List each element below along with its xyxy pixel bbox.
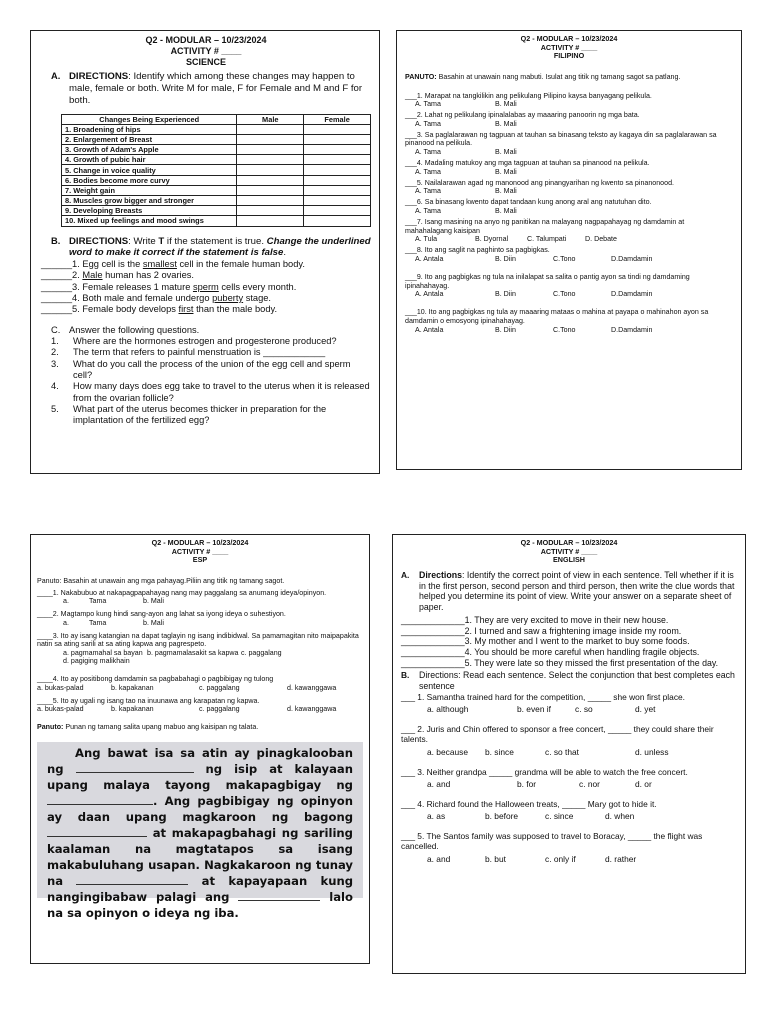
item-text: 4. You should be more careful when handling fragile objects. <box>464 646 700 657</box>
male-answer-cell[interactable] <box>237 155 304 165</box>
change-cell: 10. Mixed up feelings and mood swings <box>62 216 237 226</box>
option[interactable]: c. so <box>575 704 593 715</box>
option[interactable]: A. Tama <box>415 100 441 109</box>
question-text: ____2. Magtampo kung hindi sang-ayon ang lahat sa iyong ideya o suhestiyon. <box>37 610 286 619</box>
option[interactable]: c. since <box>545 811 574 822</box>
list-item <box>405 179 733 196</box>
panuto <box>405 73 733 82</box>
option[interactable]: B. Diin <box>495 325 516 334</box>
option[interactable]: A. Tama <box>415 167 441 176</box>
list-item <box>41 282 371 293</box>
option[interactable]: B. Dyornal <box>475 235 509 244</box>
option[interactable]: C. Talumpati <box>527 235 567 244</box>
table-row <box>62 196 371 206</box>
list-item <box>51 359 371 382</box>
true-false-list <box>41 259 371 316</box>
table-row <box>62 124 371 134</box>
list-item <box>401 647 737 658</box>
female-answer-cell[interactable] <box>304 196 371 206</box>
section-c-instruction: Answer the following questions. <box>69 324 200 335</box>
options <box>405 187 733 195</box>
english-worksheet <box>392 534 746 974</box>
female-answer-cell[interactable] <box>304 165 371 175</box>
question-text: What part of the uterus becomes thicker in preparation for the implantation of the fertilized egg? <box>73 403 327 426</box>
science-section-c <box>41 325 371 336</box>
header-activity: ACTIVITY # ____ <box>170 45 242 56</box>
list-item <box>405 131 733 156</box>
header-quarter: Q2 - MODULAR – 10/23/2024 <box>520 34 618 43</box>
option[interactable]: C.Tono <box>553 325 576 334</box>
question-text: Where are the hormones estrogen and progesterone produced? <box>73 335 337 346</box>
options <box>37 597 363 605</box>
filipino-questions <box>405 92 733 334</box>
options <box>405 290 733 298</box>
male-answer-cell[interactable] <box>237 216 304 226</box>
options <box>405 120 733 128</box>
options <box>401 704 737 714</box>
question-text: How many days does egg take to travel to the uterus when it is released from the ovarian follicle? <box>73 381 370 403</box>
table-row <box>62 145 371 155</box>
question-text: ___10. Ito ang pagbigkas ng tula ay maaaring mataas o mahina at payapa o mahinahon ayon sa damdamin o emosyong ipinahahayag. <box>405 308 709 325</box>
female-answer-cell[interactable] <box>304 175 371 185</box>
change-cell: 3. Growth of Adam's Apple <box>62 145 237 155</box>
option[interactable]: A. Tama <box>415 207 441 216</box>
options <box>37 705 363 713</box>
item-text: human has 2 ovaries. <box>102 270 195 281</box>
header-activity: ACTIVITY # ____ <box>540 42 598 52</box>
question-text: ___7. Isang masining na anyo ng panitikan na malayang nagpapahayag ng damdamin at mahahalagang kaisipan <box>405 218 685 235</box>
male-answer-cell[interactable] <box>237 185 304 195</box>
english-header <box>401 539 737 565</box>
question-text: ____1. Nakabubuo at nakapagpapahayag nang may paggalang sa anumang ideya/opinyon. <box>37 588 327 597</box>
option[interactable]: c. only if <box>545 853 576 864</box>
option[interactable]: d. kawanggawa <box>287 683 337 692</box>
answer-blank[interactable]: ______ <box>41 258 73 269</box>
true-letter: T <box>158 235 165 247</box>
directions-text: Directions: Read each sentence. Select the conjunction that best completes each sentence <box>419 670 735 692</box>
list-item <box>37 697 363 714</box>
paragraph-text: ng isip at kalayaan upang malaya tayong makapagbigay ng <box>47 762 353 793</box>
option[interactable]: A. Tama <box>415 119 441 128</box>
question-text: ____5. Ito ay ugali ng isang tao na inuunawa ang karapatan ng kapwa. <box>37 696 260 705</box>
panuto: Panuto: Basahin at unawain ang mga pahayag.Piliin ang titik ng tamang sagot. <box>37 576 285 585</box>
option[interactable]: a. as <box>427 811 446 822</box>
question-number: 1. <box>51 335 59 346</box>
question-text: What do you call the process of the union of the egg cell and sperm cell? <box>73 358 351 380</box>
question-number: 2. <box>51 347 59 358</box>
option[interactable]: A. Tama <box>415 187 441 196</box>
science-section-b <box>41 236 371 259</box>
list-item <box>401 767 737 789</box>
option[interactable]: A. Antala <box>415 290 444 299</box>
answer-blank[interactable]: _____________ <box>401 636 465 647</box>
question-text: ____4. Ito ay positibong damdamin sa pagbabahagi o pagbibigay ng tulong <box>37 675 274 684</box>
answer-blank[interactable]: _____________ <box>401 625 465 636</box>
list-item <box>401 615 737 626</box>
option[interactable]: A. Tama <box>415 148 441 157</box>
questions-list <box>41 336 371 427</box>
question-text: ___8. Ito ang saglit na paghinto sa pagbigkas. <box>405 246 550 255</box>
question-text: ___5. Nailalarawan agad ng manonood ang pinangyarihan ng kwento sa pinanonood. <box>405 178 674 187</box>
option[interactable]: c. paggalang <box>199 683 240 692</box>
answer-blank[interactable] <box>47 836 147 837</box>
underlined-word: puberty <box>212 292 244 303</box>
changes-table <box>61 114 371 227</box>
underlined-word: sperm <box>192 281 219 292</box>
options <box>401 779 737 789</box>
option[interactable]: b. Mali <box>143 618 164 627</box>
option[interactable]: A. Antala <box>415 254 444 263</box>
directions-end: . <box>283 247 286 259</box>
female-answer-cell[interactable] <box>304 124 371 134</box>
list-item <box>405 159 733 176</box>
question-text: ___6. Sa binasang kwento dapat tandaan kung anong aral ang natutuhan dito. <box>405 198 652 207</box>
english-section-b <box>401 670 737 691</box>
option[interactable]: c. nor <box>579 778 600 789</box>
list-item <box>37 632 363 665</box>
item-text: 3. Female releases 1 mature <box>72 281 193 292</box>
table-header-row <box>62 114 371 124</box>
male-answer-cell[interactable] <box>237 165 304 175</box>
question-text: ___1. Marapat na tangkilikin ang pelikulang Pilipino kaysa banyagang pelikula. <box>405 91 652 100</box>
change-cell: 9. Developing Breasts <box>62 206 237 216</box>
answer-blank[interactable]: _____________ <box>401 614 465 625</box>
list-item <box>37 610 363 627</box>
table-row <box>62 165 371 175</box>
question-number: 4. <box>51 381 59 392</box>
question-text: ___ 2. Juris and Chin offered to sponsor a free concert, _____ they could share their talents. <box>401 724 714 745</box>
option[interactable]: a. <box>63 618 69 627</box>
list-item <box>401 626 737 637</box>
options <box>401 854 737 864</box>
item-text: 2. I turned and saw a frightening image inside my room. <box>464 625 682 636</box>
options <box>405 326 733 334</box>
list-item <box>41 293 371 304</box>
answer-blank[interactable]: ______ <box>41 292 73 303</box>
section-label: C. <box>51 324 61 335</box>
option[interactable]: d. when <box>605 811 635 822</box>
option[interactable]: b. since <box>485 746 514 757</box>
option[interactable]: c. paggalang <box>199 705 240 714</box>
col-header-male: Male <box>237 114 304 124</box>
answer-blank[interactable] <box>76 884 188 885</box>
options <box>405 207 733 215</box>
list-item <box>405 308 733 333</box>
options <box>405 168 733 176</box>
list-item <box>405 246 733 263</box>
question-text: ___ 1. Samantha trained hard for the competition, _____ she won first place. <box>401 691 685 702</box>
header-quarter: Q2 - MODULAR – 10/23/2024 <box>151 538 249 547</box>
option[interactable]: D.Damdamin <box>611 325 653 334</box>
paragraph-text: at makapagbahagi ng sariling kaalaman na magtatapos sa isang makabuluhang usapan. Nagkakaroon ng tunay na <box>47 825 353 888</box>
option[interactable]: Tama <box>89 618 107 627</box>
question-text: The term that refers to painful menstruation is ____________ <box>73 347 326 358</box>
header-subject: ESP <box>192 555 208 565</box>
option[interactable]: a. because <box>427 746 468 757</box>
item-text: stage. <box>243 292 272 303</box>
table-row <box>62 155 371 165</box>
option[interactable]: c. so that <box>545 746 579 757</box>
question-text: ___3. Sa paglalarawan ng tagpuan at tauhan sa binasang teksto ay kagaya din sa paglalarawan sa pinanood na pelikula. <box>405 130 717 148</box>
option[interactable]: B. Mali <box>495 187 517 196</box>
option[interactable]: d. yet <box>635 704 656 715</box>
option[interactable]: b. for <box>517 778 537 789</box>
question-text: ___9. Ito ang pagbigkas ng tula na inilalapat sa salita o pantig ayon sa tindi ng damdaming ipinahahayag. <box>405 272 690 290</box>
item-text: 3. My mother and I went to the market to buy some foods. <box>464 636 690 647</box>
option[interactable]: a. and <box>427 778 451 789</box>
item-text: 1. Egg cell is the <box>72 258 143 269</box>
col-header-female: Female <box>304 114 371 124</box>
list-item <box>51 336 371 347</box>
female-answer-cell[interactable] <box>304 155 371 165</box>
directions-text: : Identify which among these changes may happen to male, female or both. Write M for male, F for Female and M and F for both. <box>69 71 363 106</box>
change-cell: 4. Growth of pubic hair <box>62 155 237 165</box>
science-header <box>41 35 371 67</box>
options <box>401 747 737 757</box>
option[interactable]: b. before <box>485 811 519 822</box>
table-row <box>62 206 371 216</box>
english-section-a <box>401 570 737 613</box>
item-text: 5. They were late so they missed the first presentation of the day. <box>464 657 719 668</box>
female-answer-cell[interactable] <box>304 145 371 155</box>
header-subject: FILIPINO <box>553 51 585 61</box>
option[interactable]: b. kapakanan <box>111 705 154 714</box>
answer-blank[interactable]: ______ <box>41 304 73 315</box>
option[interactable]: B. Mali <box>495 148 517 157</box>
paragraph-text: lalo na sa opinyon o ideya ng iba. <box>47 889 353 920</box>
panuto-label: PANUTO: <box>405 72 437 81</box>
directions-italic: Change the underlined word to make it correct if the statement is false <box>69 235 371 259</box>
paragraph-text: at kapayapaan kung nangingibabaw palagi ang <box>47 873 353 904</box>
answer-blank[interactable]: _____________ <box>401 657 465 668</box>
section-label: B. <box>401 670 410 681</box>
options <box>401 811 737 821</box>
item-text: 4. Both male and female undergo <box>72 292 213 303</box>
panuto-text: Basahin at unawain nang mabuti. Isulat ang titik ng tamang sagot sa patlang. <box>436 72 681 81</box>
option[interactable]: b. Mali <box>143 597 164 606</box>
list-item <box>41 304 371 315</box>
option[interactable]: d. kawanggawa <box>287 705 337 714</box>
options <box>405 100 733 108</box>
list-item <box>51 381 371 404</box>
header-subject: SCIENCE <box>185 56 226 67</box>
option[interactable]: C.Tono <box>553 254 576 263</box>
panuto-text: Punan ng tamang salita upang mabuo ang kaisipan ng talata. <box>63 723 259 732</box>
list-item <box>37 675 363 692</box>
section-label: A. <box>401 569 410 580</box>
change-cell: 6. Bodies become more curvy <box>62 175 237 185</box>
underlined-word: first <box>178 304 194 315</box>
question-text: ___4. Madaling matukoy ang mga tagpuan at tauhan sa pinanood na pelikula. <box>405 159 650 168</box>
options <box>37 619 363 627</box>
option[interactable]: b. even if <box>517 704 551 715</box>
option[interactable]: a. although <box>427 704 469 715</box>
female-answer-cell[interactable] <box>304 134 371 144</box>
item-text: 5. Female body develops <box>72 304 179 315</box>
directions-title: Directions <box>419 569 463 580</box>
col-header-changes: Changes Being Experienced <box>62 114 237 124</box>
filipino-header <box>405 35 733 61</box>
question-text: ___2. Lahat ng pelikulang ipinalalabas ay maaaring panoorin ng mga bata. <box>405 111 640 120</box>
underlined-word: Male <box>82 270 103 281</box>
list-item <box>405 273 733 298</box>
question-number: 3. <box>51 358 59 369</box>
header-activity: ACTIVITY # ____ <box>540 546 598 556</box>
item-text: 2. <box>72 270 83 281</box>
option[interactable]: b. pagmamalasakit sa kapwa <box>147 649 239 658</box>
option[interactable]: B. Mali <box>495 167 517 176</box>
directions-title: DIRECTIONS <box>69 71 129 83</box>
directions-text: if the statement is true. <box>164 235 267 247</box>
female-answer-cell[interactable] <box>304 206 371 216</box>
option[interactable]: b. kapakanan <box>111 683 154 692</box>
option[interactable]: A. Tula <box>415 235 438 244</box>
change-cell: 5. Change in voice quality <box>62 165 237 175</box>
option[interactable]: c. paggalang <box>241 649 282 658</box>
list-item <box>405 111 733 128</box>
directions-text: : Identify the correct point of view in each sentence. Tell whether if it is in the first person, second person and third person, then write the clue words that helped you determine its point of view. Write your answer on a separate sheet of paper. <box>419 569 735 613</box>
answer-blank[interactable]: ______ <box>41 281 73 292</box>
esp-header <box>37 539 363 565</box>
question-text: ____3. Ito ay isang katangian na dapat taglayin ng isang indibidwal. Sa pamamagitan nito maipapakita natin sa ating sarili at sa ating kapwa ang pagrespeto. <box>37 631 359 649</box>
list-item <box>401 724 737 757</box>
options <box>405 235 733 243</box>
list-item <box>401 799 737 821</box>
esp-questions <box>37 589 363 714</box>
option[interactable]: A. Antala <box>415 325 444 334</box>
options <box>405 255 733 263</box>
item-text: than the male body. <box>193 304 278 315</box>
option[interactable]: a. <box>63 597 69 606</box>
options <box>37 649 363 665</box>
answer-blank[interactable] <box>47 804 153 805</box>
female-answer-cell[interactable] <box>304 185 371 195</box>
table-row <box>62 216 371 226</box>
answer-blank[interactable]: _____________ <box>401 646 465 657</box>
option[interactable]: B. Mali <box>495 207 517 216</box>
male-answer-cell[interactable] <box>237 124 304 134</box>
item-text: 1. They are very excited to move in their new house. <box>464 614 669 625</box>
list-item <box>51 404 371 427</box>
fill-in-paragraph <box>37 742 363 920</box>
section-label: B. <box>51 235 61 246</box>
option[interactable]: d. rather <box>605 853 637 864</box>
option[interactable]: a. pagmamahal sa bayan <box>63 649 143 658</box>
option[interactable]: B. Mali <box>495 119 517 128</box>
filipino-worksheet <box>396 30 742 470</box>
list-item <box>41 259 371 270</box>
male-answer-cell[interactable] <box>237 175 304 185</box>
question-number: 5. <box>51 403 59 414</box>
answer-blank[interactable]: ______ <box>41 270 73 281</box>
header-quarter: Q2 - MODULAR – 10/23/2024 <box>145 35 267 45</box>
option[interactable]: B. Diin <box>495 290 516 299</box>
table-row <box>62 185 371 195</box>
change-cell: 7. Weight gain <box>62 185 237 195</box>
header-subject: ENGLISH <box>553 555 585 565</box>
paragraph-text: . Ang pagbibigay ng opinyon ay daan upang magkaroon ng bagong <box>47 794 353 824</box>
list-item <box>405 92 733 109</box>
answer-blank[interactable] <box>76 772 194 773</box>
question-text: ___ 5. The Santos family was supposed to travel to Boracay, _____ the flight was cancelled. <box>401 831 703 852</box>
male-answer-cell[interactable] <box>237 196 304 206</box>
answer-blank[interactable] <box>238 900 320 901</box>
options <box>37 684 363 692</box>
option[interactable]: a. bukas-palad <box>37 705 84 714</box>
options <box>405 148 733 156</box>
item-text: cells every month. <box>218 281 297 292</box>
underlined-word: smallest <box>142 258 177 269</box>
female-answer-cell[interactable] <box>304 216 371 226</box>
option[interactable]: Tama <box>89 597 107 606</box>
change-cell: 8. Muscles grow bigger and stronger <box>62 196 237 206</box>
question-text: ___ 4. Richard found the Halloween treats, _____ Mary got to hide it. <box>401 798 657 809</box>
header-quarter: Q2 - MODULAR – 10/23/2024 <box>520 538 618 547</box>
conjunction-questions <box>401 692 737 864</box>
option[interactable]: D.Damdamin <box>611 254 653 263</box>
list-item <box>405 218 733 243</box>
male-answer-cell[interactable] <box>237 134 304 144</box>
option[interactable]: d. unless <box>635 746 669 757</box>
list-item <box>401 658 737 669</box>
list-item <box>401 831 737 864</box>
option[interactable]: C.Tono <box>553 290 576 299</box>
panuto-2 <box>37 723 363 732</box>
list-item <box>401 692 737 714</box>
change-cell: 2. Enlargement of Breast <box>62 134 237 144</box>
section-label: A. <box>51 71 61 82</box>
male-answer-cell[interactable] <box>237 145 304 155</box>
science-worksheet <box>30 30 380 474</box>
option[interactable]: D. Debate <box>585 235 617 244</box>
option[interactable]: d. or <box>635 778 652 789</box>
header-activity: ACTIVITY # ____ <box>171 546 229 556</box>
option[interactable]: a. bukas-palad <box>37 683 84 692</box>
esp-worksheet <box>30 534 370 964</box>
change-cell: 1. Broadening of hips <box>62 124 237 134</box>
option[interactable]: B. Diin <box>495 254 516 263</box>
point-of-view-list <box>401 615 737 669</box>
paragraph-text: Ang bawat isa sa atin ay pinagkalooban ng <box>47 746 353 777</box>
panuto-label: Panuto: <box>37 723 64 732</box>
question-text: ___ 3. Neither grandpa _____ grandma will be able to watch the free concert. <box>401 766 688 777</box>
directions-title: DIRECTIONS <box>69 235 129 247</box>
table-row <box>62 134 371 144</box>
list-item <box>405 198 733 215</box>
list-item <box>51 347 371 358</box>
table-row <box>62 175 371 185</box>
list-item <box>37 589 363 606</box>
male-answer-cell[interactable] <box>237 206 304 216</box>
item-text: cell in the female human body. <box>176 258 305 269</box>
option[interactable]: D.Damdamin <box>611 290 653 299</box>
option[interactable]: b. but <box>485 853 506 864</box>
list-item <box>41 270 371 281</box>
list-item <box>401 636 737 647</box>
option[interactable]: d. pagiging malikhain <box>63 657 130 666</box>
option[interactable]: a. and <box>427 853 451 864</box>
science-section-a <box>41 71 371 106</box>
directions-text: : Write <box>128 235 159 247</box>
option[interactable]: B. Mali <box>495 100 517 109</box>
